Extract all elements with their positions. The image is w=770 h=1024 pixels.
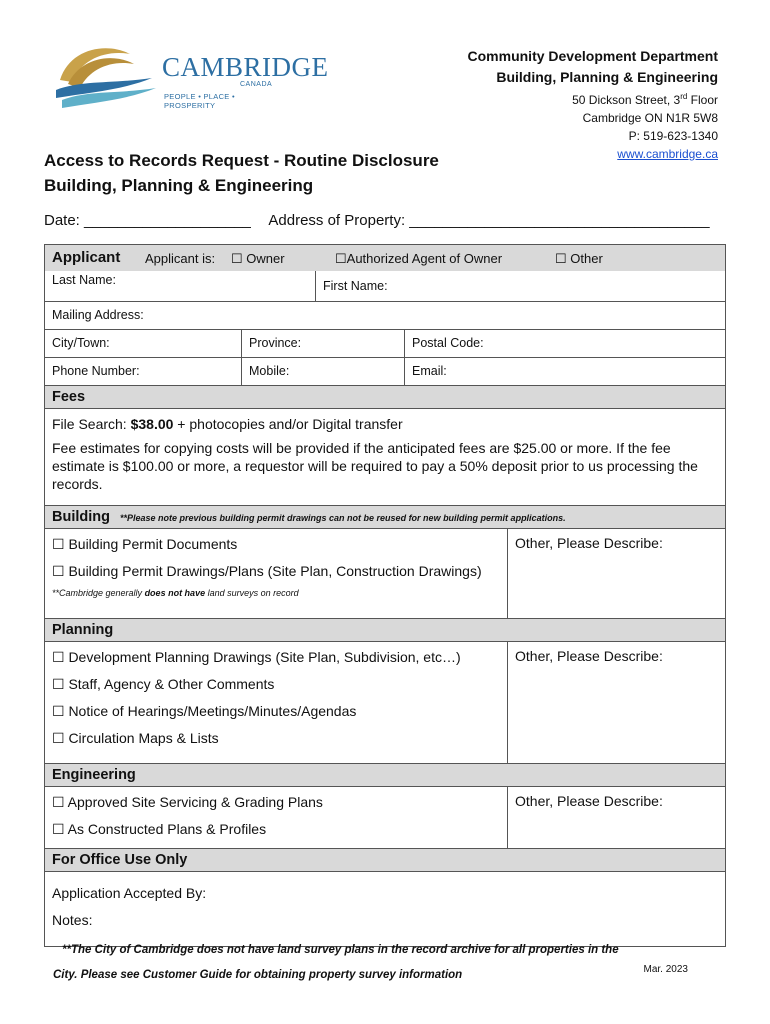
footer-line-1: **The City of Cambridge does not have land survey plans in the record archive for all properties in the: [62, 944, 619, 956]
postal-code-field[interactable]: Postal Code:: [404, 330, 725, 357]
other-checkbox[interactable]: ☐ Other: [555, 251, 603, 266]
engineering-options: [45, 787, 507, 848]
planning-heading: Planning: [45, 618, 725, 641]
agent-checkbox[interactable]: ☐Authorized Agent of Owner: [335, 251, 503, 266]
building-note: **Please note previous building permit drawings can not be reused for new building permit applications.: [120, 513, 566, 523]
logo-tagline: PEOPLE • PLACE • PROSPERITY: [164, 92, 235, 110]
dept-address-2: Cambridge ON N1R 5W8: [582, 111, 718, 125]
footer-note: [53, 938, 619, 988]
as-constructed-checkbox[interactable]: ☐ As Constructed Plans & Profiles: [52, 821, 267, 837]
staff-comments-checkbox[interactable]: ☐ Staff, Agency & Other Comments: [52, 676, 275, 692]
building-permit-docs-checkbox[interactable]: ☐ Building Permit Documents: [52, 536, 238, 552]
mobile-field[interactable]: Mobile:: [241, 358, 404, 385]
engineering-heading: Engineering: [45, 763, 725, 786]
logo-wordmark: CAMBRIDGE: [162, 52, 329, 82]
notes-field[interactable]: Notes:: [52, 912, 93, 928]
province-field[interactable]: Province:: [241, 330, 404, 357]
footer-line-2: City. Please see Customer Guide for obtaining property survey information: [53, 969, 463, 981]
date-field[interactable]: Date: ____________________: [44, 212, 251, 229]
name-row: [45, 271, 725, 301]
phone-field[interactable]: Phone Number:: [52, 364, 140, 378]
website-link[interactable]: www.cambridge.ca: [617, 147, 718, 161]
applicant-header: [45, 245, 725, 271]
dept-name: Community Development Department: [467, 48, 718, 64]
hearings-notice-checkbox[interactable]: ☐ Notice of Hearings/Meetings/Minutes/Agendas: [52, 703, 357, 719]
accepted-by-field[interactable]: Application Accepted By:: [52, 885, 207, 901]
cambridge-logo-mark-icon: [52, 40, 162, 110]
department-header: [468, 46, 718, 163]
engineering-other-field[interactable]: Other, Please Describe:: [507, 787, 725, 848]
city-field[interactable]: City/Town:: [52, 336, 110, 350]
dept-phone: P: 519-623-1340: [628, 129, 718, 143]
applicant-heading: Applicant: [52, 249, 121, 266]
office-section: [45, 871, 725, 946]
email-field[interactable]: Email:: [404, 358, 725, 385]
fees-body: [45, 408, 725, 505]
mailing-row: [45, 301, 725, 329]
building-section: [45, 528, 725, 618]
dept-division: Building, Planning & Engineering: [496, 69, 718, 85]
request-form: [44, 244, 726, 947]
property-address-field[interactable]: Address of Property: ____________________________________: [268, 212, 710, 229]
building-heading: Building: [52, 509, 110, 525]
planning-options: [45, 642, 507, 763]
building-options: [45, 529, 507, 618]
planning-drawings-checkbox[interactable]: ☐ Development Planning Drawings (Site Plan, Subdivision, etc…): [52, 649, 461, 665]
engineering-section: [45, 786, 725, 848]
office-heading: For Office Use Only: [45, 848, 725, 871]
building-permit-drawings-checkbox[interactable]: ☐ Building Permit Drawings/Plans (Site Plan, Construction Drawings) **Cambridge generally does not have land surveys on record: [52, 563, 482, 598]
applicant-is-label: Applicant is:: [145, 251, 216, 266]
building-header: [45, 505, 725, 528]
last-name-field[interactable]: Last Name:: [52, 273, 116, 287]
site-servicing-checkbox[interactable]: ☐ Approved Site Servicing & Grading Plans: [52, 794, 323, 810]
form-title: [44, 148, 439, 198]
revision-date: Mar. 2023: [643, 964, 688, 975]
date-address-line: [44, 212, 734, 229]
circulation-maps-checkbox[interactable]: ☐ Circulation Maps & Lists: [52, 730, 219, 746]
first-name-field[interactable]: First Name:: [315, 271, 725, 301]
planning-section: [45, 641, 725, 763]
owner-checkbox[interactable]: ☐ Owner: [231, 251, 285, 266]
fee-estimate-text: Fee estimates for copying costs will be provided if the anticipated fees are $25.00 or more. If the fee estimate is $100.00 or more, a requestor will be required to pay a 50% deposit prior to us processing the records.: [52, 440, 698, 492]
form-title-line-2: Building, Planning & Engineering: [44, 176, 314, 195]
form-title-line-1: Access to Records Request - Routine Disclosure: [44, 151, 439, 170]
mailing-address-field[interactable]: Mailing Address:: [52, 308, 144, 322]
file-search-fee: File Search: $38.00 + photocopies and/or Digital transfer: [52, 416, 403, 432]
planning-other-field[interactable]: Other, Please Describe:: [507, 642, 725, 763]
fees-heading: Fees: [45, 385, 725, 408]
logo-country: CANADA: [240, 81, 273, 88]
building-other-field[interactable]: Other, Please Describe:: [507, 529, 725, 618]
city-row: [45, 329, 725, 357]
cambridge-logo: [52, 40, 329, 110]
dept-address-1: 50 Dickson Street, 3rd Floor: [572, 92, 718, 107]
phone-row: [45, 357, 725, 385]
